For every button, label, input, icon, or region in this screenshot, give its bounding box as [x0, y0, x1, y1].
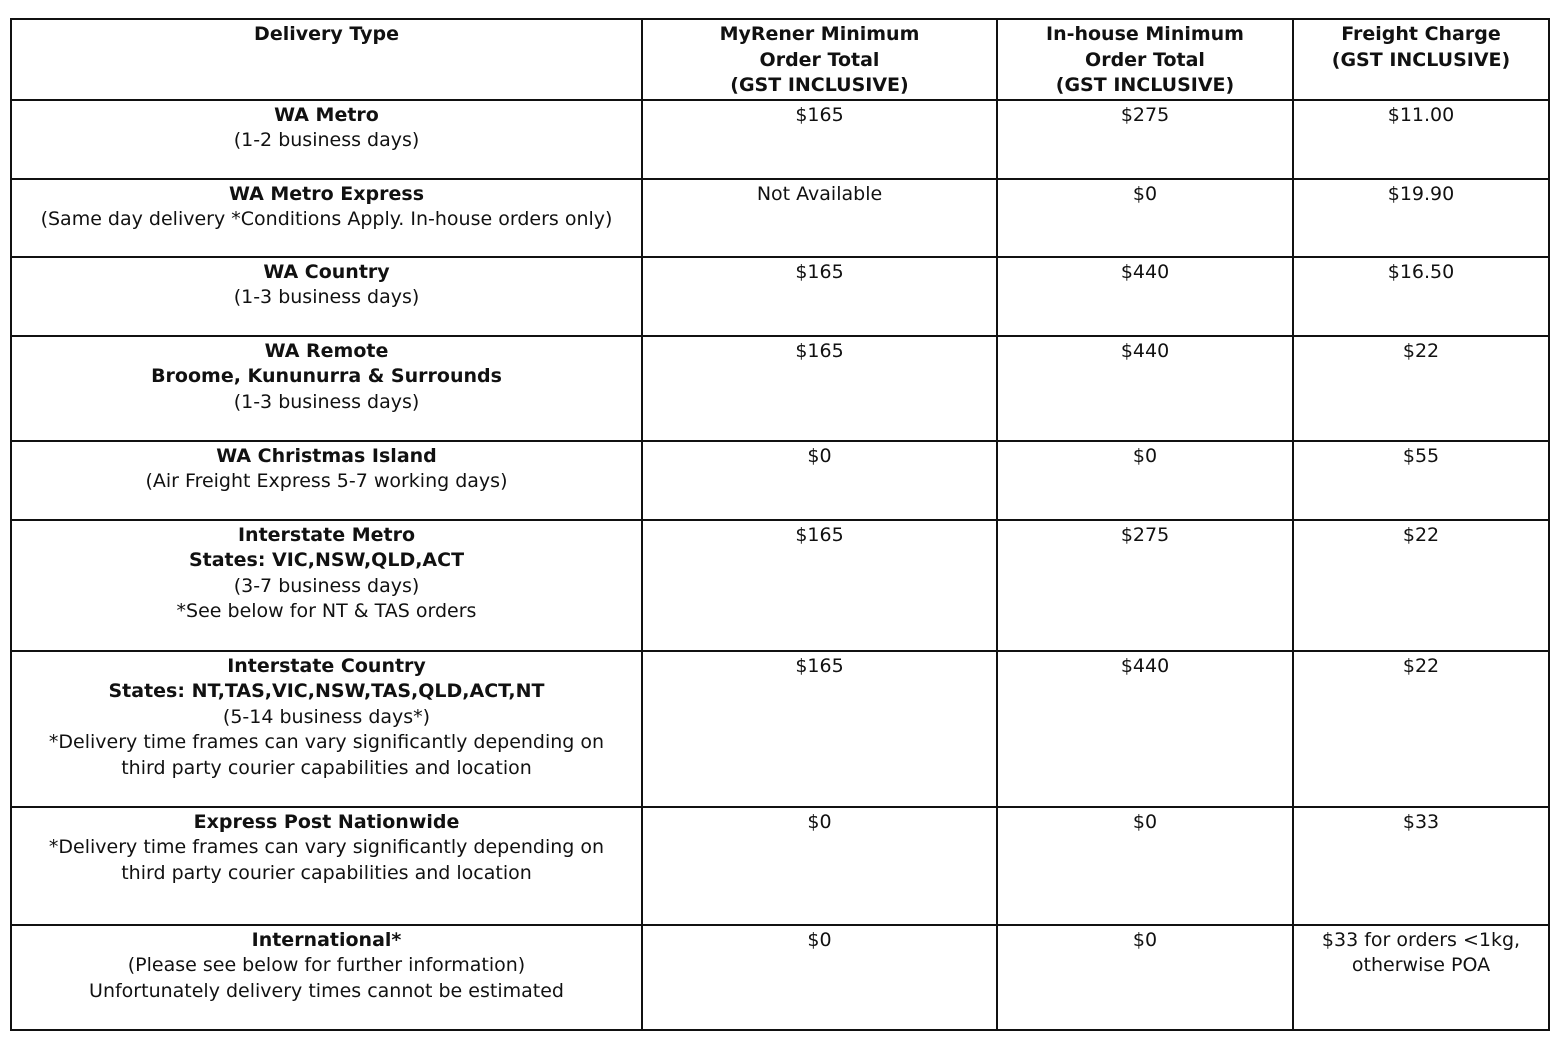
delivery-type-cell [11, 336, 642, 441]
table-body [11, 100, 1549, 1030]
delivery-type-detail: *Delivery time frames can vary significantly depending on [48, 836, 605, 858]
myrener-minimum-cell [642, 807, 997, 925]
delivery-type-title: WA Christmas Island [216, 444, 437, 467]
myrener-minimum-value: $165 [795, 654, 844, 677]
delivery-type-cell [11, 651, 642, 807]
freight-charge-value: $19.90 [1387, 182, 1455, 205]
delivery-type-title: Interstate Metro [237, 523, 416, 546]
freight-charge-cell [1293, 651, 1549, 807]
delivery-type-title: Express Post Nationwide [193, 810, 460, 833]
freight-charge-cell [1293, 441, 1549, 520]
table-row [11, 807, 1549, 925]
delivery-type-title: WA Country [263, 260, 390, 283]
myrener-minimum-cell [642, 441, 997, 520]
delivery-type-detail: *Delivery time frames can vary significantly depending on [48, 731, 605, 753]
delivery-type-detail: third party courier capabilities and location [121, 861, 532, 884]
header-line: MyRener Minimum [719, 23, 920, 45]
delivery-type-cell [11, 100, 642, 179]
freight-charge-value: $22 [1402, 339, 1440, 362]
header-line: Delivery Type [254, 23, 399, 45]
myrener-minimum-value: Not Available [756, 182, 883, 205]
inhouse-minimum-cell [997, 441, 1293, 520]
myrener-minimum-value: $165 [795, 523, 844, 546]
myrener-minimum-cell [642, 100, 997, 179]
delivery-type-subtitle: States: NT,TAS,VIC,NSW,TAS,QLD,ACT,NT [108, 680, 545, 702]
delivery-type-detail: third party courier capabilities and location [121, 756, 532, 779]
inhouse-minimum-value: $0 [1132, 928, 1158, 951]
delivery-type-cell [11, 807, 642, 925]
inhouse-minimum-value: $0 [1132, 182, 1158, 205]
delivery-type-cell [11, 925, 642, 1030]
delivery-type-cell [11, 179, 642, 257]
header-line: Freight Charge [1341, 23, 1501, 45]
inhouse-minimum-value: $440 [1120, 654, 1170, 677]
inhouse-minimum-cell [997, 651, 1293, 807]
myrener-minimum-cell [642, 925, 997, 1030]
delivery-type-subtitle: States: VIC,NSW,QLD,ACT [188, 549, 465, 571]
delivery-type-detail: (3-7 business days) [233, 574, 420, 597]
header-freight-charge [1293, 19, 1549, 100]
header-line: (GST INCLUSIVE) [730, 74, 909, 96]
freight-charge-cell [1293, 520, 1549, 651]
myrener-minimum-cell [642, 179, 997, 257]
table-row [11, 100, 1549, 179]
delivery-type-detail: (1-3 business days) [233, 286, 420, 308]
delivery-type-cell [11, 257, 642, 336]
myrener-minimum-value: $0 [807, 444, 832, 467]
delivery-type-detail: (1-2 business days) [233, 129, 420, 151]
delivery-type-title: International* [251, 928, 402, 951]
table-row [11, 336, 1549, 441]
myrener-minimum-value: $165 [795, 260, 844, 283]
table-row [11, 179, 1549, 257]
freight-charge-value: $33 for orders <1kg, [1321, 928, 1521, 951]
delivery-type-detail: (Same day delivery *Conditions Apply. In-house orders only) [40, 208, 613, 230]
header-line: Order Total [1085, 48, 1205, 71]
freight-charge-value: $11.00 [1387, 103, 1455, 126]
myrener-minimum-cell [642, 520, 997, 651]
inhouse-minimum-cell [997, 336, 1293, 441]
delivery-type-detail: (5-14 business days*) [222, 705, 431, 728]
myrener-minimum-value: $165 [795, 339, 844, 362]
delivery-type-title: WA Remote [264, 339, 389, 362]
delivery-type-subtitle: Broome, Kununurra & Surrounds [151, 365, 502, 387]
inhouse-minimum-value: $275 [1120, 523, 1170, 546]
inhouse-minimum-cell [997, 520, 1293, 651]
myrener-minimum-value: $0 [807, 810, 832, 833]
delivery-type-title: Interstate Country [227, 654, 426, 677]
freight-charge-cell [1293, 257, 1549, 336]
delivery-type-title: WA Metro [274, 103, 379, 126]
header-line: In-house Minimum [1046, 23, 1244, 45]
inhouse-minimum-value: $0 [1132, 444, 1158, 467]
freight-charge-value: $22 [1402, 523, 1440, 546]
delivery-type-detail: *See below for NT & TAS orders [176, 600, 477, 622]
delivery-type-detail: Unfortunately delivery times cannot be estimated [89, 979, 564, 1002]
inhouse-minimum-value: $0 [1132, 810, 1158, 833]
inhouse-minimum-cell [997, 257, 1293, 336]
delivery-type-detail: (Air Freight Express 5-7 working days) [145, 470, 508, 492]
myrener-minimum-value: $0 [807, 928, 832, 951]
inhouse-minimum-cell [997, 807, 1293, 925]
freight-charge-cell [1293, 807, 1549, 925]
freight-charge-cell [1293, 100, 1549, 179]
freight-charge-cell [1293, 336, 1549, 441]
delivery-type-cell [11, 441, 642, 520]
table-row [11, 441, 1549, 520]
header-line: Order Total [759, 48, 880, 71]
header-myrener-minimum [642, 19, 997, 100]
header-inhouse-minimum [997, 19, 1293, 100]
freight-charge-cell [1293, 925, 1549, 1030]
delivery-type-cell [11, 520, 642, 651]
myrener-minimum-cell [642, 336, 997, 441]
inhouse-minimum-cell [997, 925, 1293, 1030]
table-row [11, 651, 1549, 807]
freight-charge-value: otherwise POA [1351, 954, 1491, 976]
inhouse-minimum-value: $440 [1120, 260, 1170, 283]
freight-charge-value: $16.50 [1387, 260, 1455, 283]
header-delivery-type [11, 19, 642, 100]
inhouse-minimum-value: $275 [1120, 103, 1170, 126]
table-row [11, 520, 1549, 651]
delivery-table [10, 18, 1550, 1031]
myrener-minimum-cell [642, 257, 997, 336]
header-line: (GST INCLUSIVE) [1331, 48, 1511, 71]
inhouse-minimum-cell [997, 100, 1293, 179]
freight-charge-cell [1293, 179, 1549, 257]
delivery-type-title: WA Metro Express [228, 182, 425, 205]
header-row [11, 19, 1549, 100]
myrener-minimum-value: $165 [795, 103, 844, 126]
freight-charge-value: $55 [1402, 444, 1440, 467]
inhouse-minimum-value: $440 [1120, 339, 1170, 362]
delivery-type-detail: (1-3 business days) [233, 390, 420, 413]
header-line: (GST INCLUSIVE) [1055, 74, 1235, 96]
table-row [11, 257, 1549, 336]
delivery-type-detail: (Please see below for further information) [127, 954, 526, 976]
myrener-minimum-cell [642, 651, 997, 807]
inhouse-minimum-cell [997, 179, 1293, 257]
freight-charge-value: $22 [1402, 654, 1440, 677]
freight-charge-value: $33 [1402, 810, 1440, 833]
table-row [11, 925, 1549, 1030]
